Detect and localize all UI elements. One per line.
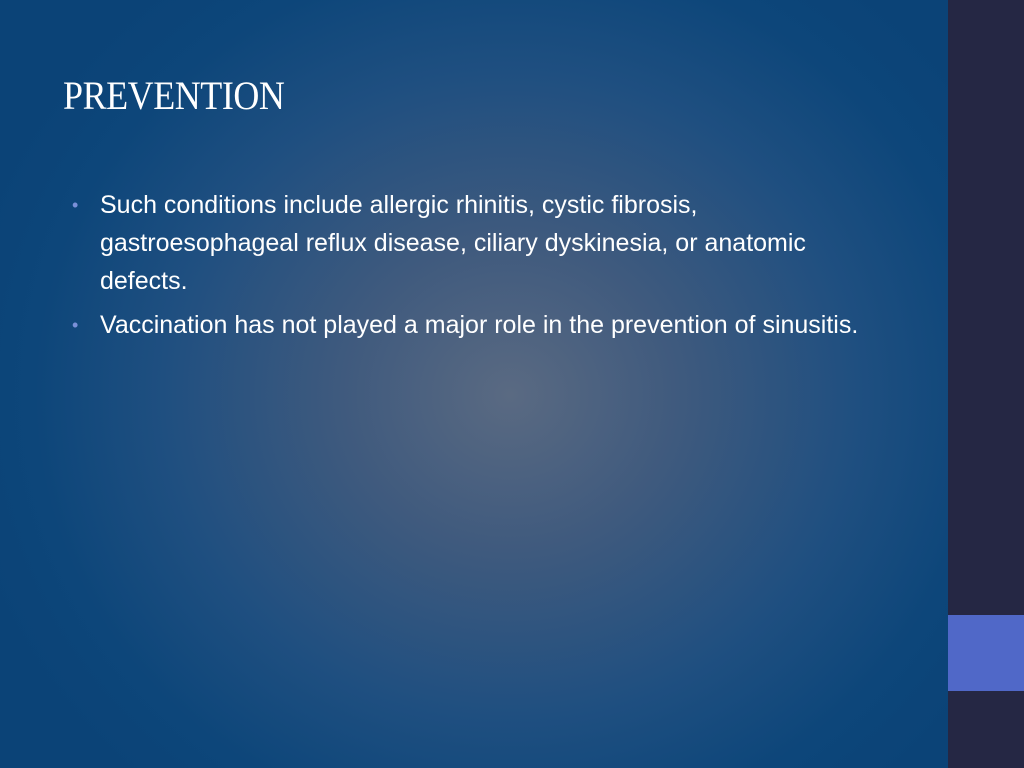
bullet-item-2	[72, 306, 892, 344]
bullet-dot-icon: •	[72, 315, 79, 335]
bullet-dot-icon: •	[72, 195, 79, 215]
bullet-item-1	[72, 186, 892, 300]
bullet-text-1: Such conditions include allergic rhinitis, cystic fibrosis, gastroesophageal reflux disease, ciliary dyskinesia, or anatomic defects.	[100, 191, 806, 295]
bullet-list	[72, 186, 892, 350]
bullet-text-2: Vaccination has not played a major role in the prevention of sinusitis.	[100, 311, 859, 339]
slide-title: PREVENTION	[63, 73, 285, 118]
side-accent-decoration	[948, 615, 1024, 691]
